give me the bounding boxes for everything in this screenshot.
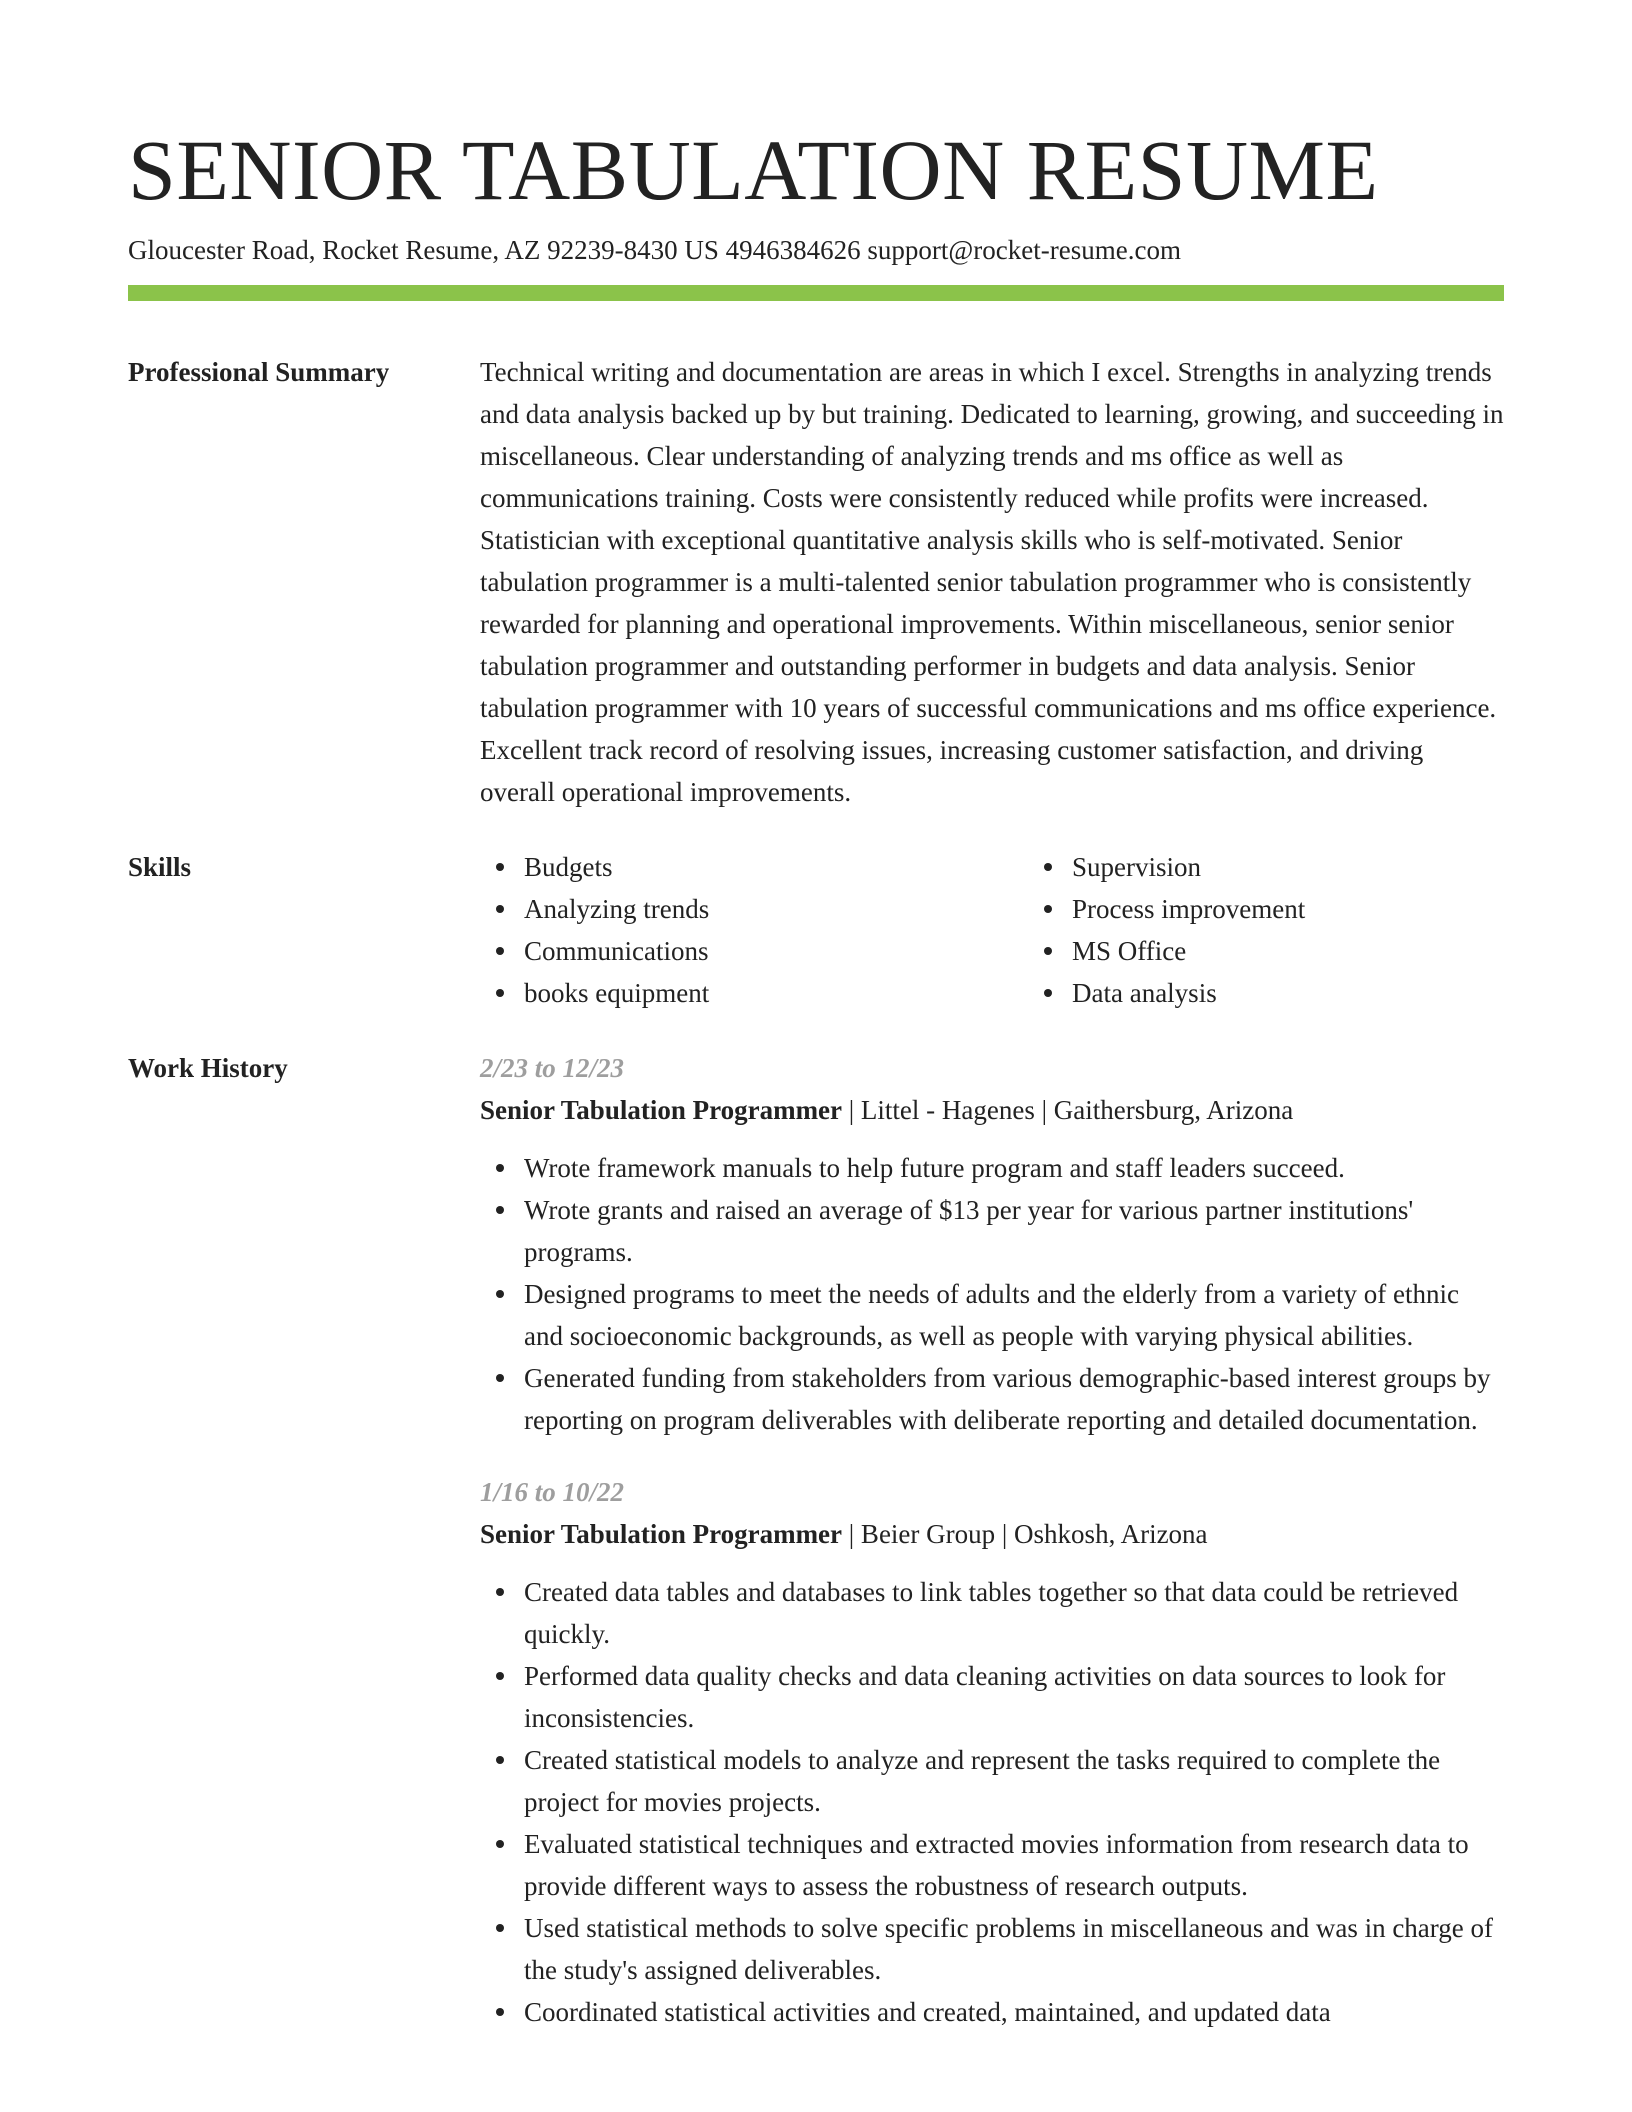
job-title: Senior Tabulation Programmer [480,1095,843,1125]
header-divider [128,285,1504,301]
job-bullet: Designed programs to meet the needs of adults and the elderly from a variety of ethnic and socioeconomic backgrounds, as well as people with varying physical abilities. [524,1273,1504,1357]
job-bullet: Generated funding from stakeholders from various demographic-based interest groups by reporting on program deliverables with deliberate reporting and detailed documentation. [524,1357,1504,1441]
section-title-summary: Professional Summary [128,357,390,387]
skills-section [128,846,1504,1014]
contact-email[interactable]: support@rocket-resume.com [867,235,1181,265]
job-employer-location: | Beier Group | Oshkosh, Arizona [842,1519,1208,1549]
job-bullet: Coordinated statistical activities and created, maintained, and updated data [524,1991,1504,2033]
job-entry [480,1047,1504,1441]
contact-line [128,232,1504,268]
skill-item: Process improvement [1072,888,1576,930]
job-bullet: Wrote framework manuals to help future program and staff leaders succeed. [524,1147,1504,1189]
job-bullet: Created data tables and databases to link tables together so that data could be retrieved quickly. [524,1571,1504,1655]
job-bullets [480,1147,1504,1441]
job-bullets [480,1571,1504,2033]
job-bullet: Evaluated statistical techniques and extracted movies information from research data to provide different ways to assess the robustness of research outputs. [524,1823,1504,1907]
section-title-work-history: Work History [128,1053,288,1083]
section-title-skills: Skills [128,852,192,882]
skill-item: Analyzing trends [524,888,1028,930]
summary-text: Technical writing and documentation are areas in which I excel. Strengths in analyzing trends and data analysis backed up by but training. Dedicated to learning, growing, and succeeding in miscellaneous. Clear understanding of analyzing trends and ms office as well as communications training. Costs were consistently reduced while profits were increased. Statistician with exceptional quantitative analysis skills who is self-motivated. Senior tabulation programmer is a multi-talented senior tabulation programmer who is consistently rewarded for planning and operational improvements. Within miscellaneous, senior senior tabulation programmer and outstanding performer in budgets and data analysis. Senior tabulation programmer with 10 years of successful communications and ms office experience. Excellent track record of resolving issues, increasing customer satisfaction, and driving overall operational improvements. [480,357,1504,807]
job-entry [480,1471,1504,2033]
resume-title: SENIOR TABULATION RESUME [128,122,1379,218]
job-dates: 2/23 to 12/23 [480,1053,625,1083]
professional-summary-section [128,351,1504,813]
skill-item: Data analysis [1072,972,1576,1014]
work-history-body [480,1047,1504,2063]
job-bullet: Wrote grants and raised an average of $13 per year for various partner institutions' programs. [524,1189,1504,1273]
skills-grid [480,846,1576,1014]
job-employer-location: | Littel - Hagenes | Gaithersburg, Arizona [842,1095,1294,1125]
skill-item: books equipment [524,972,1028,1014]
skill-item: Budgets [524,846,1028,888]
contact-address: Gloucester Road, Rocket Resume, AZ 92239-8430 US [128,235,719,265]
job-title: Senior Tabulation Programmer [480,1519,843,1549]
job-bullet: Performed data quality checks and data cleaning activities on data sources to look for inconsistencies. [524,1655,1504,1739]
job-heading [480,1089,1504,1131]
skills-column-right [1028,846,1576,1014]
skill-item: Supervision [1072,846,1576,888]
work-history-section [128,1047,1504,2063]
summary-body [480,351,1504,813]
skill-item: Communications [524,930,1028,972]
job-bullet: Created statistical models to analyze and represent the tasks required to complete the project for movies projects. [524,1739,1504,1823]
job-bullet: Used statistical methods to solve specific problems in miscellaneous and was in charge of the study's assigned deliverables. [524,1907,1504,1991]
skills-column-left [480,846,1028,1014]
job-dates: 1/16 to 10/22 [480,1477,625,1507]
job-heading [480,1513,1504,1555]
skill-item: MS Office [1072,930,1576,972]
contact-phone: 4946384626 [725,235,861,265]
resume-page [128,0,1504,2063]
